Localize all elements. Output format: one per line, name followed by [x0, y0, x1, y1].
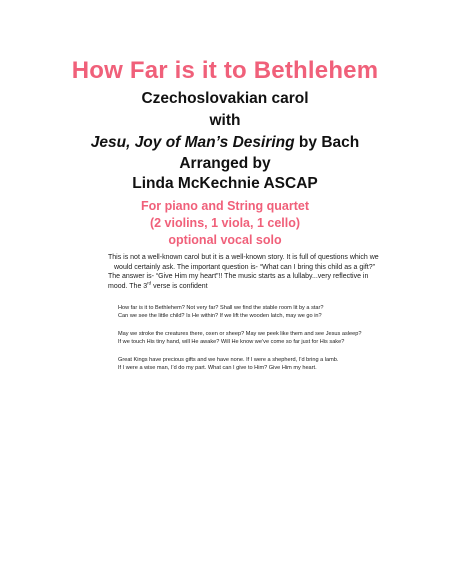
intro-line: would certainly ask. The important question is- “What can I bring this child as a gift?” — [114, 263, 375, 271]
intro-line: This is not a well-known carol but it is a well-known story. It is full of questions which we — [108, 254, 379, 261]
page-title: How Far is it to Bethlehem — [71, 57, 379, 84]
subtitle-arranger: Linda McKechnie ASCAP — [132, 175, 318, 192]
subtitle-bach — [0, 134, 450, 152]
subtitle-with: with — [209, 112, 241, 129]
instrumentation-line-2: (2 violins, 1 viola, 1 cello) — [149, 216, 301, 230]
verse-line: May we stroke the creatures there, oxen or sheep? May we peek like them and see Jesus asleep? — [118, 331, 362, 337]
subtitle-origin: Czechoslovakian carol — [141, 90, 309, 107]
intro-line: The answer is- “Give Him my heart”!! The music starts as a lullaby...very reflective in — [108, 273, 369, 281]
instrumentation-line-3: optional vocal solo — [168, 233, 282, 247]
verse-3 — [118, 356, 398, 372]
subtitle-bach-composer: by Bach — [294, 134, 360, 151]
intro-paragraph — [108, 253, 408, 291]
verse-line: If we touch His tiny hand, will He awake? Will He know we’ve come so far just for His sake? — [118, 339, 345, 346]
verse-2 — [118, 330, 398, 346]
intro-line: mood. The 3rd verse is confident — [108, 280, 208, 290]
subtitle-arranged-by: Arranged by — [179, 155, 271, 172]
verse-line: Can we see the little child? Is He within? If we lift the wooden latch, may we go in? — [118, 313, 322, 320]
instrumentation-line-1: For piano and String quartet — [140, 199, 310, 213]
verse-1 — [118, 304, 398, 320]
verse-line: Great Kings have precious gifts and we have none. If I were a shepherd, I’d bring a lamb. — [118, 357, 339, 363]
verse-line: If I were a wise man, I’d do my part. What can I give to Him? Give Him my heart. — [118, 365, 317, 372]
verse-line: How far is it to Bethlehem? Not very far? Shall we find the stable room lit by a star? — [118, 305, 324, 311]
subtitle-bach-title: Jesu, Joy of Man’s Desiring — [90, 134, 295, 151]
